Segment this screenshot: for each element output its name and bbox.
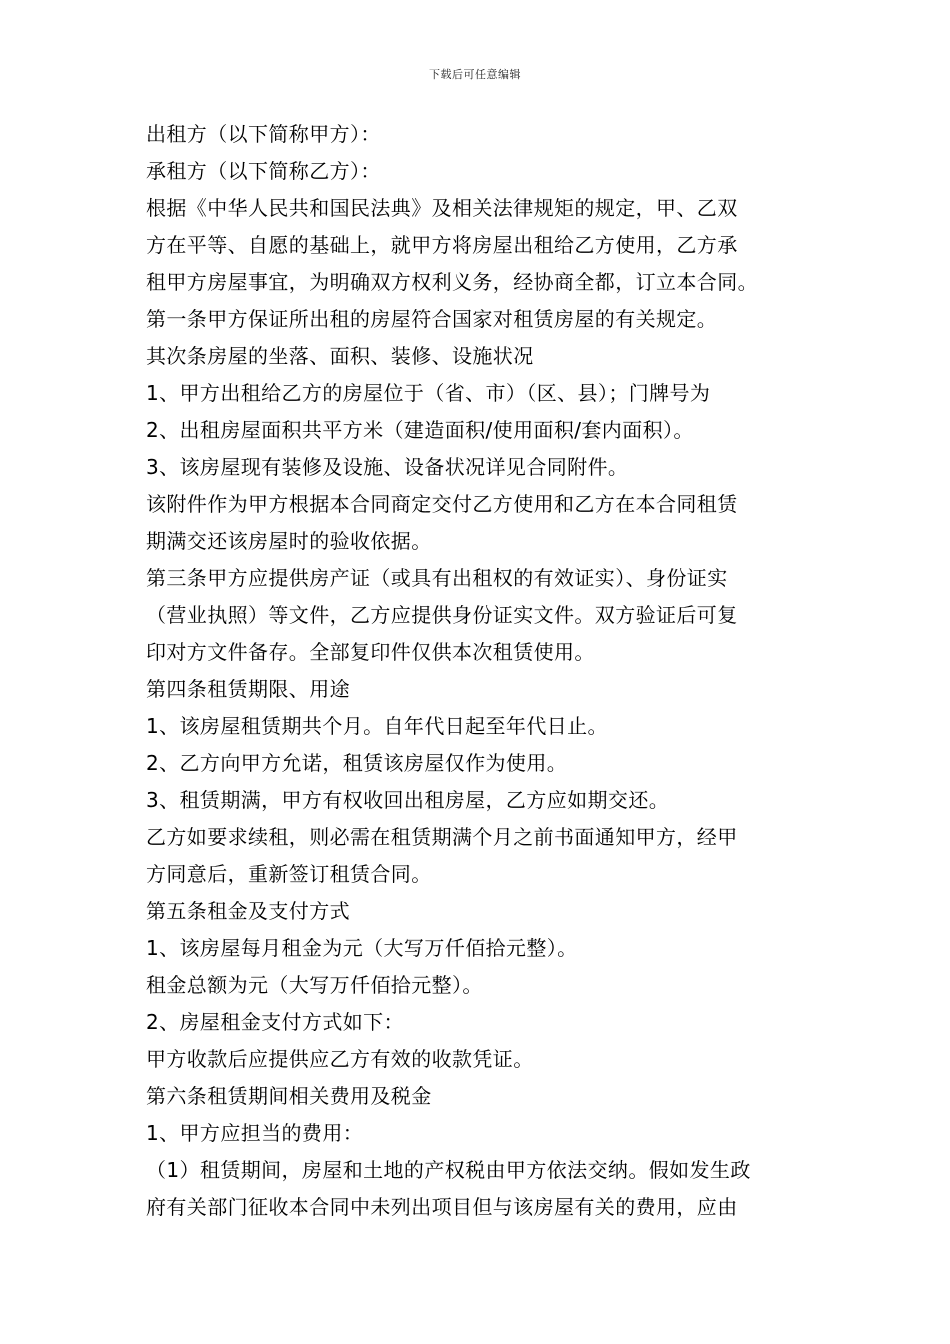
text-line: 方在平等、自愿的基础上，就甲方将房屋出租给乙方使用，乙方承 [146,233,738,257]
text-line: 2、乙方向甲方允诺，租赁该房屋仅作为使用。 [146,751,568,775]
text-line: 出租方（以下简称甲方）： [146,122,381,146]
text-line: 第三条甲方应提供房产证（或具有出租权的有效证实）、身份证实 [146,566,728,590]
text-line: 3、该房屋现有装修及设施、设备状况详见合同附件。 [146,455,629,479]
text-line: 甲方收款后应提供应乙方有效的收款凭证。 [146,1047,534,1071]
text-line: 第四条租赁期限、用途 [146,677,350,701]
text-line: 期满交还该房屋时的验收依据。 [146,529,432,553]
text-line: 1、甲方出租给乙方的房屋位于（省、市）（区、县）；门牌号为 [146,381,711,405]
text-line: 1、该房屋每月租金为元（大写万仟佰拾元整）。 [146,936,578,960]
text-line: 租金总额为元（大写万仟佰拾元整）。 [146,973,483,997]
text-line: 印对方文件备存。全部复印件仅供本次租赁使用。 [146,640,595,664]
text-line: 2、房屋租金支付方式如下： [146,1010,404,1034]
text-line: 第五条租金及支付方式 [146,899,350,923]
text-line: （营业执照）等文件，乙方应提供身份证实文件。双方验证后可复 [146,603,738,627]
text-line: 方同意后，重新签订租赁合同。 [146,862,432,886]
text-line: 其次条房屋的坐落、面积、装修、设施状况 [146,344,534,368]
text-line: 租甲方房屋事宜，为明确双方权利义务，经协商全都，订立本合同。 [146,270,758,294]
text-line: 1、该房屋租赁期共个月。自年代日起至年代日止。 [146,714,608,738]
text-line: 根据《中华人民共和国民法典》及相关法律规矩的规定，甲、乙双 [146,196,738,220]
text-line: 第六条租赁期间相关费用及税金 [146,1084,432,1108]
text-line: 第一条甲方保证所出租的房屋符合国家对租赁房屋的有关规定。 [146,307,718,331]
contract-text [146,116,808,1226]
text-line: 府有关部门征收本合同中未列出项目但与该房屋有关的费用，应由 [146,1195,738,1219]
text-line: 乙方如要求续租，则必需在租赁期满个月之前书面通知甲方，经甲 [146,825,738,849]
document-body [146,116,808,1226]
text-line: 该附件作为甲方根据本合同商定交付乙方使用和乙方在本合同租赁 [146,492,738,516]
page-header-note: 下载后可任意编辑 [429,68,521,81]
text-line: 2、出租房屋面积共平方米（建造面积/使用面积/套内面积）。 [146,418,694,442]
text-line: 3、租赁期满，甲方有权收回出租房屋，乙方应如期交还。 [146,788,670,812]
text-line: （1）租赁期间，房屋和土地的产权税由甲方依法交纳。假如发生政 [146,1158,751,1182]
text-line: 承租方（以下简称乙方）： [146,159,381,183]
text-line: 1、甲方应担当的费用： [146,1121,364,1145]
